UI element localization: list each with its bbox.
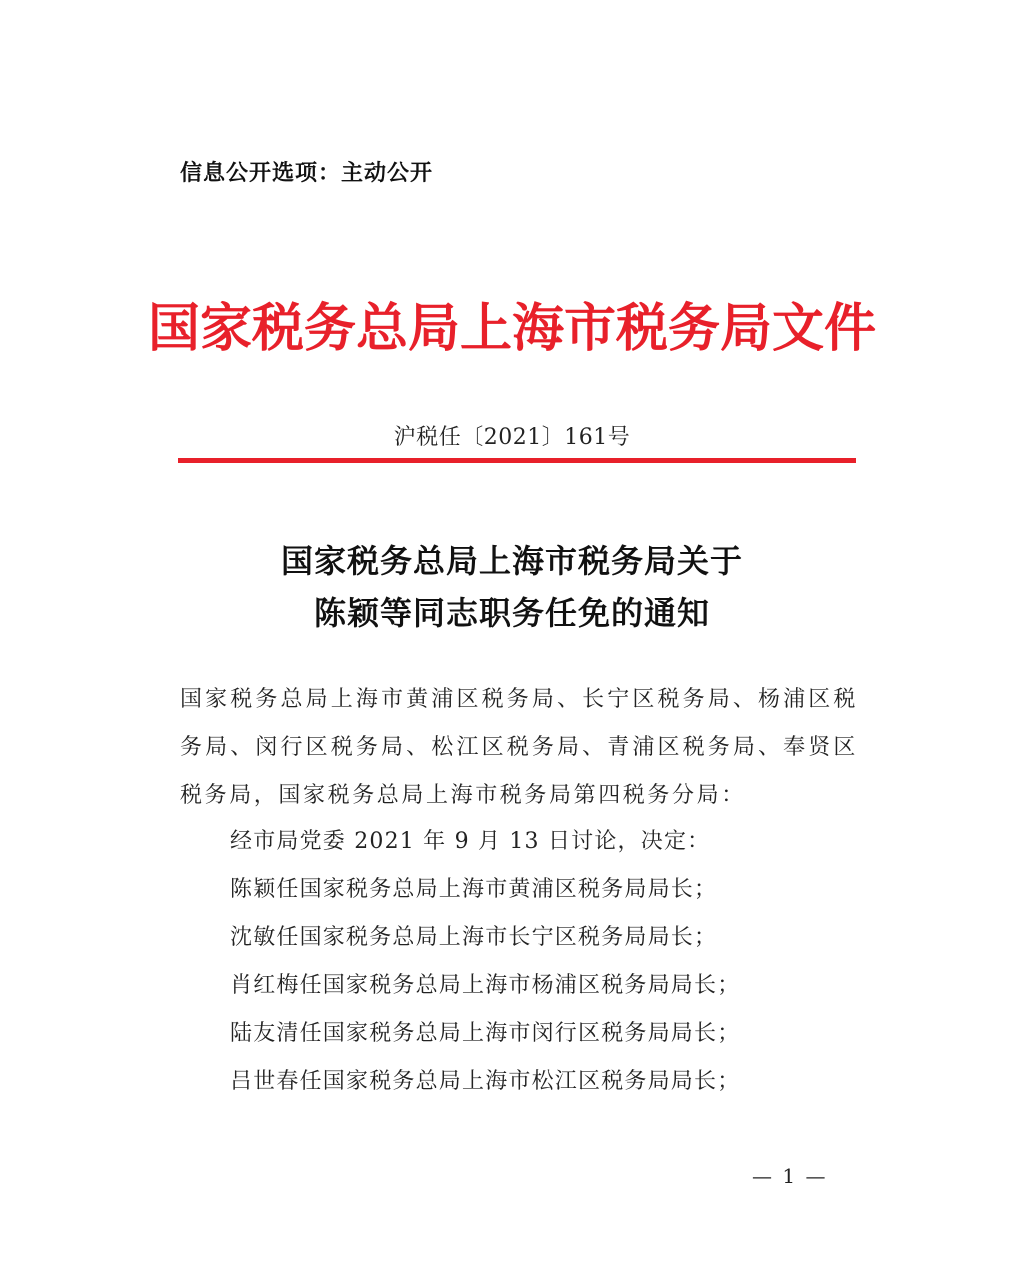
document-number: 沪税任〔2021〕161号 xyxy=(393,425,631,450)
appointment-item: 吕世春任国家税务总局上海市松江区税务局局长； xyxy=(230,1069,741,1094)
red-separator-line xyxy=(178,458,856,463)
recipients-paragraph: 国家税务总局上海市黄浦区税务局、长宁区税务局、杨浦区税务局、闵行区税务局、松江区税务局、青浦区税务局、奉贤区税务局，国家税务总局上海市税务局第四税务分局： xyxy=(180,687,858,808)
page-number: — 1 — xyxy=(752,1164,828,1188)
notice-title-line-1: 国家税务总局上海市税务局关于 xyxy=(280,542,743,580)
decision-intro: 经市局党委 2021 年 9 月 13 日讨论，决定： xyxy=(230,829,711,854)
disclosure-option: 信息公开选项：主动公开 xyxy=(180,161,434,186)
appointment-item: 沈敏任国家税务总局上海市长宁区税务局局长； xyxy=(230,925,718,950)
appointment-item: 肖红梅任国家税务总局上海市杨浦区税务局局长； xyxy=(230,973,741,998)
notice-title-line-2: 陈颖等同志职务任免的通知 xyxy=(313,594,710,632)
appointment-item: 陆友清任国家税务总局上海市闵行区税务局局长； xyxy=(230,1021,741,1046)
appointment-item: 陈颖任国家税务总局上海市黄浦区税务局局长； xyxy=(230,877,718,902)
document-masthead: 国家税务总局上海市税务局文件 xyxy=(147,298,876,359)
